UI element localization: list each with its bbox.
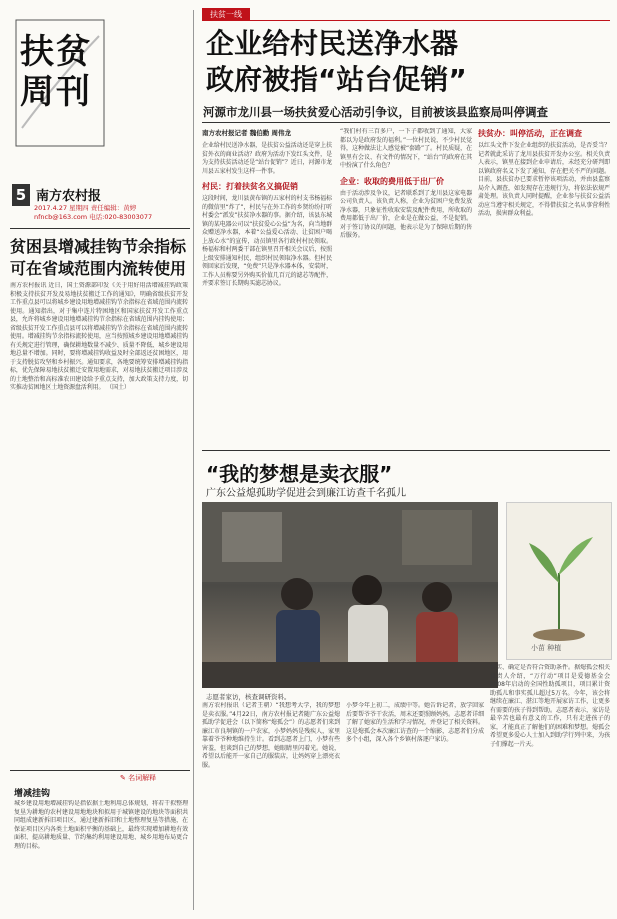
main-lead: 企业给村民送净水器，是扶贫公益活动还是穿上扶贫外衣的商业活动？政府为活动下发红头文件，是为支持扶贫活动还是“站台促销”？近日，河源市龙川县五家村发生这样一件事。: [202, 142, 332, 175]
main-col-3: [478, 128, 610, 446]
left-article-body: 南方农村报讯 近日，国土资源部印发《关于用好用活增减挂钩政策积极支持扶贫开发及易地扶贫搬迁工作的通知》，明确省级扶贫开发工作重点县可以将城乡建设用地增减挂钩节余指标在省域范围内流转使用。通知指出，对于集中连片特困地区和国家扶贫开发工作重点县，允许将城乡建设用地增减挂钩节余指标在省域范围内挂钩使用；省级扶贫开发工作重点县可以将增减挂钩节余指标在省域范围内流转使用。增减挂钩节余指标流转使用，应当按照城乡建设用地增减挂钩有关规定进行管理，确保耕地数量不减少、质量不降低、城乡建设用地总量不增加。同时，要将增减挂钩收益及时全部返还贫困地区，用于支持脱贫攻坚和乡村振兴。通知要求，各地要统筹安排增减挂钩指标，优先保障易地扶贫搬迁安置用地需求，对易地扶贫搬迁项目涉及的土地整治和高标准农田建设给予重点支持，加大政策支持力度，切实推动贫困地区土地资源盘活利用。 （国土）: [10, 282, 188, 391]
left-rule-top: [10, 228, 190, 229]
sprout-icon: [507, 503, 611, 659]
main-rule: [202, 122, 610, 123]
paper-name: 南方农村报: [36, 189, 102, 204]
main-col-1: [202, 128, 332, 446]
feature-col-1: 南方农村报讯（记者王朝）“我想考大学，我的梦想是卖衣服。”4月22日，南方农村报记者随广东公益熄孤助学促进会（以下简称“熄孤会”）的志愿者们来到廉江市良垌镇的一户农家，小梦妈妈是残疾人，家里靠着爷爷种地维持生计。看到志愿者上门，小梦有些害羞，但谈到自己的梦想，她眼睛里闪着光。她说，希望以后能开一家自己的服装店，让妈妈穿上漂亮衣服。: [202, 702, 340, 769]
section1-head: 村民：打着扶贫名义搞促销: [202, 182, 298, 191]
date-line: 2017.4.27 星期四 责任编辑：黄婷: [34, 204, 137, 212]
logo-text: 扶贫周刊: [20, 32, 92, 112]
pen-icon: ✎: [120, 774, 126, 782]
glossary-text: 城乡建设用地增减挂钩是指依据土地利用总体规划，将若干拟整理复垦为耕地的农村建设用地地块和拟用于城镇建设的地块等面积共同组成建新拆旧项目区，通过建新拆旧和土地整理复垦等措施，在保证项目区内各类土地面积平衡的基础上，最终实现增加耕地有效面积、提高耕地质量、节约集约利用建设用地、城乡用地布局更合理的目标。: [14, 800, 188, 850]
left-article-title-1: 贫困县增减挂钩节余指标: [10, 237, 187, 256]
left-rule-glossary: [10, 770, 190, 771]
contact-line: nfncb@163.com 电话:020-83003077: [34, 213, 153, 221]
feature-title: “我的梦想是卖衣服”: [206, 462, 393, 486]
glossary-head-label: 名词解释: [128, 774, 157, 782]
main-title-2: 政府被指“站台促销”: [206, 63, 467, 96]
main-byline: 南方农村报记者 魏伯勤 周伟龙: [202, 129, 292, 137]
left-article-title-2: 可在省域范围内流转使用: [10, 259, 187, 278]
glossary-title: 增减挂钩: [14, 789, 51, 799]
side-illustration: [506, 502, 612, 660]
tag-rule: [202, 20, 610, 21]
glossary-head: [120, 773, 156, 783]
feature-col-2: 小梦今年上初二，成绩中等。她告诉记者，放学回家后要帮爷爷干农活，周末还要照顾妈妈。志愿者详细了解了她家的生活和学习情况，并登记了相关资料。这是熄孤会本次廉江访查的一个缩影，志愿者们分成多个小组，深入各个乡镇村落逐户家访。: [346, 702, 484, 743]
feature-col-3: 核实、确定是否符合资助条件。据熄孤会相关负责人介绍，“万行动”项目是爱德基金会2008年启动的全国性助孤项目，项目累计资助孤儿和事实孤儿超过5万名。今年，该会将继续在廉江、湛江等地开展家访工作，让更多有需要的孩子得到帮助。志愿者表示，家访是最辛苦也最有意义的工作，只有走进孩子的家，才能真正了解他们的困难和梦想。熄孤会希望更多爱心人士加入到助学行列中来，为孩子们撑起一片天。: [490, 664, 610, 748]
column-divider: [193, 10, 194, 910]
section1-text2: “我们村有三百多户，一下子都收到了通知，大家都以为是政府发的福利。”一位村民说，不少村民觉得，这种做法让人感觉被“套路”了。村民质疑，在镇里有会议、有文件的情况下，“站台”的政府在其中扮演了什么角色？: [340, 128, 472, 169]
feature-rule: [202, 450, 610, 451]
section2-text: 由于活动涉及争议，记者联系到了龙川县这家电器公司负责人。该负责人称，企业为贫困户免费发放净水器，只象征性收取安装及配件费用，所收取的费用都低于出厂价，企业是在做公益，不是促销。对于签订协议的问题，他表示是为了保障后期的售后服务。: [340, 189, 472, 239]
feature-photo: [202, 502, 498, 688]
masthead-logo: [14, 18, 106, 148]
page-tag-label: 扶贫一线: [210, 10, 242, 19]
side-illustration-label: 小苗 种植: [531, 644, 562, 652]
feature-photo-scene: [202, 502, 498, 688]
feature-photo-caption: 志愿者家访，核查调研资料。: [206, 693, 291, 701]
main-col-2: [340, 128, 472, 446]
section3-text: 以红头文件下发企业组织的扶贫活动，是否妥当？记者就此采访了龙川县扶贫开发办公室。相关负责人表示，镇里在接到企业申请后，未经充分研判即以镇政府名义下发了通知，存在把关不严的问题。目前，县扶贫办已要求暂停该项活动，并由县监察局介入调查，如发现存在违规行为，将依法依规严肃处理。该负责人同时提醒，企业参与扶贫公益活动应当遵守相关规定，不得借扶贫之名从事营利性活动，损害群众利益。: [478, 142, 610, 217]
main-subtitle: 河源市龙川县一场扶贫爱心活动引争议，目前被该县监察局叫停调查: [203, 105, 548, 119]
section2-head: 企业：收取的费用低于出厂价: [340, 176, 444, 186]
page-number: 5: [12, 184, 30, 206]
main-title-1: 企业给村民送净水器: [206, 27, 459, 60]
feature-subtitle: 广东公益熄孤助学促进会到廉江访查千名孤儿: [206, 488, 406, 499]
section1-text: 这段时间，龙川县黄布镇的五家村的村支书杨福标的微信里“炸了”，村民与在外工作的乡贤纷纷打听村委会“派发”扶贫净水器的事。据介绍，该县东城镇的某电器公司以“扶贫爱心公益”为名，向当地群众赠送净水器，本着“公益爱心活动、让贫困户喝上放心水”的宣传，动员镇里各行政村村民领取。杨福标和村两委干部在镇里召开相关会议后，按照上级安排通知村民，组织村民领取净水器。但村民领回家后发现，“免费”只是净水器本体，安装时，工作人员称要另外购买价值几百元的滤芯等配件，并要求签订长期购买滤芯协议。: [202, 195, 332, 287]
section3-head: 扶贫办：叫停活动，正在调查: [478, 129, 582, 138]
